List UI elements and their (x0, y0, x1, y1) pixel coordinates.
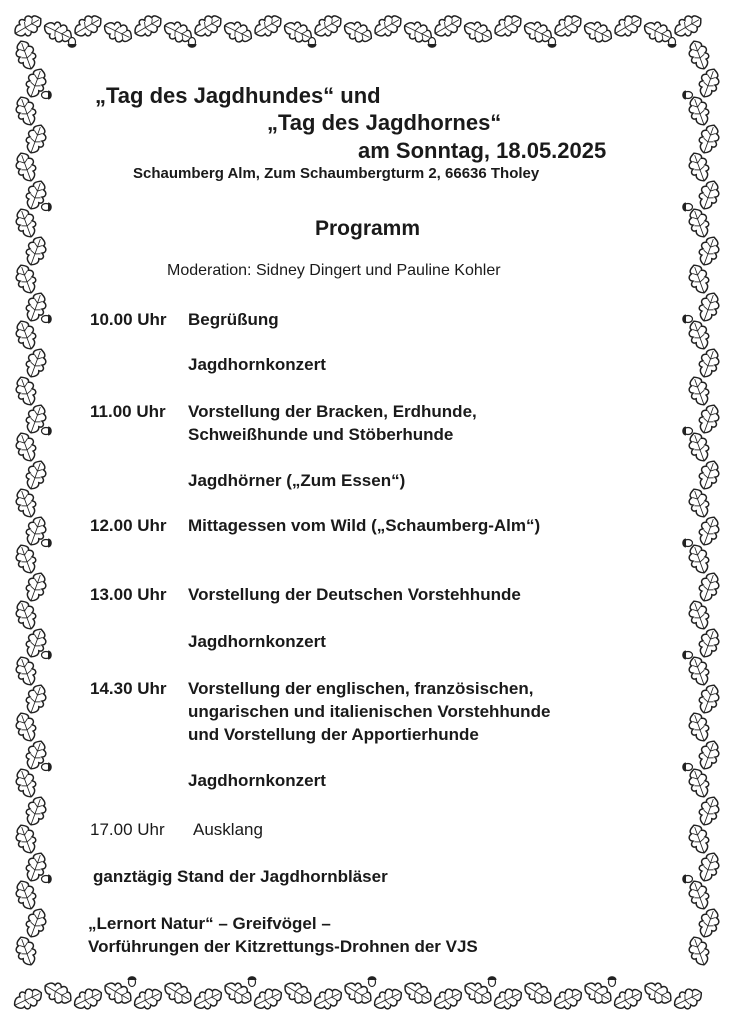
all-day-note: ganztägig Stand der Jagdhornbläser (93, 867, 388, 886)
title-line-1: „Tag des Jagdhundes“ und (95, 83, 381, 108)
event-date: am Sonntag, 18.05.2025 (358, 138, 607, 163)
schedule-entry: Vorstellung der Bracken, Erdhunde, (188, 402, 477, 421)
schedule-time: 10.00 Uhr (90, 310, 167, 329)
title-line-2: „Tag des Jagdhornes“ (267, 110, 502, 135)
schedule-entry: Jagdhornkonzert (188, 355, 326, 374)
schedule-time: 11.00 Uhr (90, 402, 166, 421)
schedule-time: 14.30 Uhr (90, 679, 167, 698)
schedule-entry: und Vorstellung der Apportierhunde (188, 725, 479, 744)
schedule-entry: Begrüßung (188, 310, 279, 329)
schedule-entry: Schweißhunde und Stöberhunde (188, 425, 454, 444)
schedule-entry: Vorstellung der Deutschen Vorstehhunde (188, 585, 521, 604)
schedule-entry: Mittagessen vom Wild („Schaumberg-Alm“) (188, 516, 541, 535)
schedule-entry: Vorstellung der englischen, französischen, (188, 679, 534, 698)
schedule-entry: ungarischen und italienischen Vorstehhunde (188, 702, 551, 721)
schedule-entry: Jagdhornkonzert (188, 632, 326, 651)
program-title: Programm (315, 217, 421, 240)
footer-line-1: „Lernort Natur“ – Greifvögel – (88, 914, 331, 933)
moderation-line: Moderation: Sidney Dingert und Pauline Kohler (167, 262, 501, 279)
schedule-entry: Jagdhörner („Zum Essen“) (188, 471, 406, 490)
schedule-time: 17.00 Uhr (90, 820, 165, 839)
schedule-entry: Ausklang (193, 820, 263, 839)
footer-line-2: Vorführungen der Kitzrettungs-Drohnen der VJS (88, 937, 478, 956)
event-address: Schaumberg Alm, Zum Schaumbergturm 2, 66636 Tholey (133, 165, 540, 182)
schedule-time: 13.00 Uhr (90, 585, 167, 604)
schedule-time: 12.00 Uhr (90, 516, 167, 535)
schedule-entry: Jagdhornkonzert (188, 771, 326, 790)
